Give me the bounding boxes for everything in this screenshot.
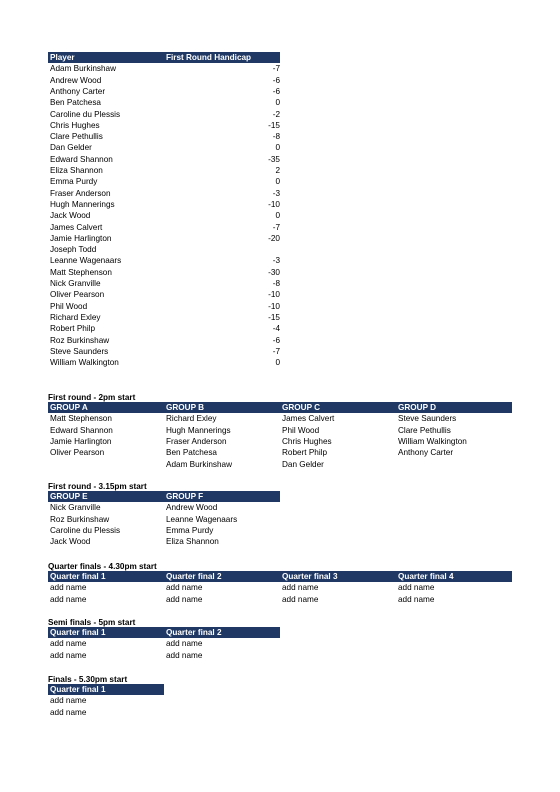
handicap-row xyxy=(48,222,280,233)
group-row xyxy=(48,436,512,447)
handicap-row xyxy=(48,267,280,278)
handicap-row xyxy=(48,335,280,346)
handicap-row xyxy=(48,86,280,97)
handicap-cell: 2 xyxy=(275,166,280,175)
handicap-cell: -30 xyxy=(268,267,280,277)
handicap-cell: William Walkington xyxy=(50,358,119,368)
group-row xyxy=(48,536,280,547)
handicap-cell: 0 xyxy=(275,98,280,108)
handicap-cell: 0 xyxy=(275,211,280,221)
handicap-cell: 0 xyxy=(275,143,280,153)
handicap-cell: -8 xyxy=(272,132,280,142)
semi-final-header xyxy=(48,627,280,638)
handicap-row xyxy=(48,75,280,86)
group-cell: Caroline du Plessis xyxy=(50,525,121,535)
handicap-row xyxy=(48,109,280,120)
handicap-cell: Emma Purdy xyxy=(50,177,98,187)
handicap-cell: Oliver Pearson xyxy=(50,290,105,300)
handicap-row xyxy=(48,278,280,289)
semi-final-cell: add name xyxy=(50,650,87,660)
handicap-header-cell: First Round Handicap xyxy=(166,53,252,62)
handicap-cell: Robert Philp xyxy=(50,324,96,334)
handicap-row xyxy=(48,120,280,131)
handicap-cell: -4 xyxy=(272,324,280,334)
group-cell: Ben Patchesa xyxy=(166,448,217,458)
handicap-cell: -7 xyxy=(272,222,280,232)
group-header-cell: GROUP C xyxy=(282,403,321,412)
handicap-cell: Hugh Mannerings xyxy=(50,199,115,209)
final-header-cell: Quarter final 1 xyxy=(50,685,106,694)
group-cell: Edward Shannon xyxy=(50,425,113,435)
group-cell: Chris Hughes xyxy=(282,436,332,446)
quarter-final-cell: add name xyxy=(282,583,319,593)
quarter-final-cell: add name xyxy=(50,583,87,593)
semi-final-cell: add name xyxy=(50,639,87,649)
handicap-row xyxy=(48,346,280,357)
quarter-final-header-cell: Quarter final 1 xyxy=(50,572,106,581)
handicap-row xyxy=(48,176,280,187)
group-header-cell: GROUP E xyxy=(50,492,88,501)
handicap-cell: Dan Gelder xyxy=(50,143,92,153)
handicap-cell: -2 xyxy=(272,109,280,119)
semi-final-cell: add name xyxy=(166,639,203,649)
final-cell: add name xyxy=(50,696,87,706)
group-row xyxy=(48,459,512,470)
group-row xyxy=(48,413,512,424)
group-header xyxy=(48,402,512,413)
group-cell: Steve Saunders xyxy=(398,414,457,424)
handicap-cell: -7 xyxy=(272,64,280,74)
group-cell: Clare Pethullis xyxy=(398,425,451,435)
group-row xyxy=(48,447,512,458)
handicap-cell: Caroline du Plessis xyxy=(50,109,121,119)
group-cell: William Walkington xyxy=(398,436,467,446)
handicap-cell: Adam Burkinshaw xyxy=(50,64,116,74)
group-cell: Nick Granville xyxy=(50,503,101,513)
group-cell: Richard Exley xyxy=(166,414,217,424)
semi-final-row xyxy=(48,650,280,661)
group-header-cell: GROUP D xyxy=(398,403,437,412)
handicap-cell: Leanne Wagenaars xyxy=(50,256,122,266)
semi-final-header-cell: Quarter final 1 xyxy=(50,628,106,637)
group-cell: Robert Philp xyxy=(282,448,328,458)
handicap-cell: -6 xyxy=(272,86,280,96)
group-row xyxy=(48,425,512,436)
group-cell: Anthony Carter xyxy=(398,448,454,458)
handicap-row xyxy=(48,289,280,300)
handicap-row xyxy=(48,244,280,255)
handicap-cell: -6 xyxy=(272,335,280,345)
quarter-finals-title: Quarter finals - 4.30pm start xyxy=(48,562,157,571)
quarter-final-header xyxy=(48,571,512,582)
final-row xyxy=(48,695,164,706)
semi-final-cell: add name xyxy=(166,650,203,660)
handicap-cell: Andrew Wood xyxy=(50,75,102,85)
handicap-header xyxy=(48,52,280,63)
group-cell: Leanne Wagenaars xyxy=(166,514,238,524)
handicap-cell: Eliza Shannon xyxy=(50,166,103,175)
handicap-cell xyxy=(164,244,280,255)
handicap-cell: Fraser Anderson xyxy=(50,188,111,198)
final-header xyxy=(48,684,164,695)
handicap-cell: -10 xyxy=(268,290,280,300)
handicap-cell: Roz Burkinshaw xyxy=(50,335,110,345)
handicap-cell: Phil Wood xyxy=(50,301,88,311)
handicap-cell: Clare Pethullis xyxy=(50,132,103,142)
handicap-cell: -3 xyxy=(272,256,280,266)
handicap-cell: -7 xyxy=(272,346,280,356)
group-cell: Jamie Harlington xyxy=(50,436,112,446)
group-cell: Andrew Wood xyxy=(166,503,218,513)
group-header-cell: GROUP B xyxy=(166,403,205,412)
handicap-cell: -3 xyxy=(272,188,280,198)
first-round-315pm-title: First round - 3.15pm start xyxy=(48,482,147,491)
semi-final-header-cell: Quarter final 2 xyxy=(166,628,222,637)
quarter-final-header-cell: Quarter final 3 xyxy=(282,572,338,581)
quarter-final-header-cell: Quarter final 4 xyxy=(398,572,454,581)
quarter-final-cell: add name xyxy=(282,594,319,604)
first-round-2pm-title: First round - 2pm start xyxy=(48,393,136,402)
quarter-final-header-cell: Quarter final 2 xyxy=(166,572,222,581)
handicap-row xyxy=(48,142,280,153)
handicap-cell: Steve Saunders xyxy=(50,346,109,356)
final-row xyxy=(48,707,164,718)
handicap-row xyxy=(48,154,280,165)
handicap-cell: Matt Stephenson xyxy=(50,267,112,277)
handicap-cell: 0 xyxy=(275,358,280,368)
handicap-cell: James Calvert xyxy=(50,222,103,232)
quarter-final-cell: add name xyxy=(398,583,435,593)
group-cell: Oliver Pearson xyxy=(50,448,105,458)
quarter-final-cell: add name xyxy=(50,594,87,604)
final-cell: add name xyxy=(50,707,87,717)
group-row xyxy=(48,525,280,536)
group-cell: Phil Wood xyxy=(282,425,320,435)
handicap-cell: Jack Wood xyxy=(50,211,91,221)
handicap-row xyxy=(48,165,280,176)
handicap-row xyxy=(48,357,280,368)
handicap-row xyxy=(48,63,280,74)
quarter-final-cell: add name xyxy=(166,594,203,604)
handicap-row xyxy=(48,255,280,266)
handicap-header-cell: Player xyxy=(50,53,75,62)
quarter-final-row xyxy=(48,582,512,593)
finals-title: Finals - 5.30pm start xyxy=(48,675,128,684)
group-cell: Fraser Anderson xyxy=(166,436,227,446)
handicap-cell: Edward Shannon xyxy=(50,154,113,164)
group-cell: Roz Burkinshaw xyxy=(50,514,110,524)
handicap-cell: -10 xyxy=(268,199,280,209)
handicap-cell: -8 xyxy=(272,279,280,288)
handicap-cell: Nick Granville xyxy=(50,279,101,288)
semi-finals-title: Semi finals - 5pm start xyxy=(48,618,136,627)
group-header xyxy=(48,491,280,502)
group-cell: Eliza Shannon xyxy=(166,537,219,547)
handicap-row xyxy=(48,323,280,334)
handicap-row xyxy=(48,233,280,244)
group-row xyxy=(48,514,280,525)
quarter-final-cell: add name xyxy=(398,594,435,604)
handicap-cell: Joseph Todd xyxy=(50,245,97,255)
group-cell: Matt Stephenson xyxy=(50,414,112,424)
group-header-cell: GROUP F xyxy=(166,492,204,501)
handicap-row xyxy=(48,301,280,312)
quarter-final-row xyxy=(48,594,512,605)
handicap-cell: -20 xyxy=(268,233,280,243)
semi-final-row xyxy=(48,638,280,649)
quarter-final-cell: add name xyxy=(166,583,203,593)
handicap-cell: Richard Exley xyxy=(50,312,101,322)
handicap-cell: Ben Patchesa xyxy=(50,98,101,108)
handicap-cell: 0 xyxy=(275,177,280,187)
handicap-row xyxy=(48,210,280,221)
handicap-row xyxy=(48,312,280,323)
handicap-cell: Chris Hughes xyxy=(50,120,100,130)
group-cell: Jack Wood xyxy=(50,537,91,547)
group-cell: Adam Burkinshaw xyxy=(166,459,232,469)
handicap-row xyxy=(48,188,280,199)
handicap-cell: -6 xyxy=(272,75,280,85)
group-cell: James Calvert xyxy=(282,414,335,424)
group-row xyxy=(48,502,280,513)
handicap-cell: -15 xyxy=(268,120,280,130)
handicap-row xyxy=(48,131,280,142)
handicap-cell: Anthony Carter xyxy=(50,86,106,96)
group-cell: Dan Gelder xyxy=(282,459,324,469)
group-cell: Hugh Mannerings xyxy=(166,425,231,435)
group-cell xyxy=(48,459,164,470)
handicap-cell: -10 xyxy=(268,301,280,311)
group-cell xyxy=(396,459,512,470)
handicap-cell: -35 xyxy=(268,154,280,164)
handicap-cell: -15 xyxy=(268,312,280,322)
handicap-row xyxy=(48,199,280,210)
handicap-row xyxy=(48,97,280,108)
group-header-cell: GROUP A xyxy=(50,403,88,412)
group-cell: Emma Purdy xyxy=(166,525,214,535)
handicap-cell: Jamie Harlington xyxy=(50,233,112,243)
